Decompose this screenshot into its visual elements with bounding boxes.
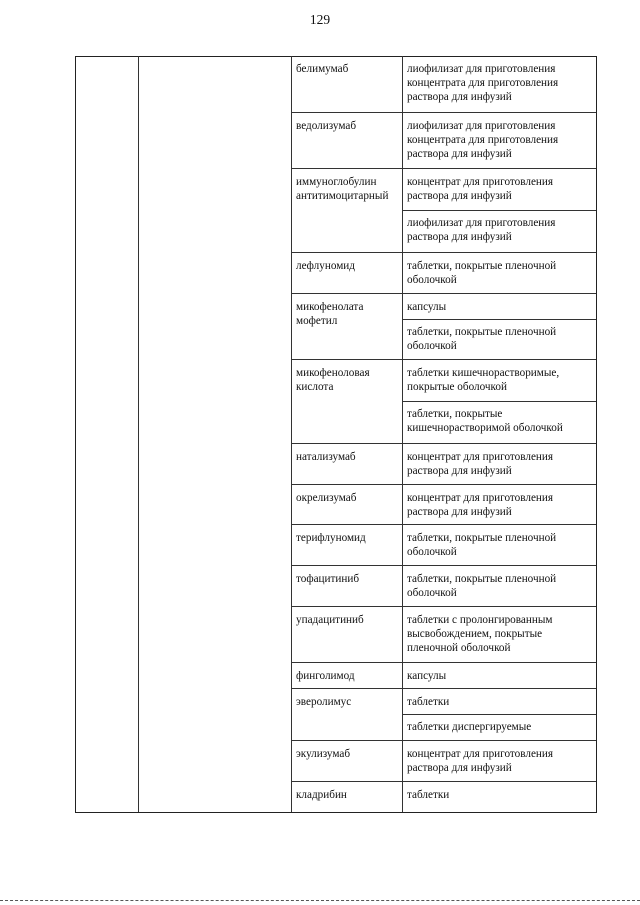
table-row [291, 525, 596, 566]
drug-name: кладрибин [296, 789, 347, 801]
drug-name: экулизумаб [296, 748, 351, 760]
drug-name: микофенолата мофетил [296, 301, 364, 327]
form-separator [402, 210, 596, 211]
table-row [291, 253, 596, 294]
table-row [291, 689, 596, 741]
drug-name: белимумаб [296, 63, 349, 75]
table-row [291, 113, 596, 169]
page-bottom-rule [0, 900, 640, 901]
drug-table [75, 56, 597, 813]
table-row [291, 782, 596, 813]
drug-name: микофеноловая кислота [296, 367, 370, 393]
drug-name: ведолизумаб [296, 120, 357, 132]
dosage-form: таблетки [407, 789, 450, 801]
dosage-form: таблетки, покрытые пленочной оболочкой [407, 326, 557, 352]
dosage-form: концентрат для приготовления раствора для инфузий [407, 748, 554, 774]
table-rows [291, 56, 596, 812]
table-row [291, 169, 596, 253]
drug-name: окрелизумаб [296, 492, 357, 504]
table-row [291, 360, 596, 444]
form-separator [402, 714, 596, 715]
dosage-form: лиофилизат для приготовления концентрата для приготовления раствора для инфузий [407, 120, 559, 160]
dosage-form: капсулы [407, 301, 447, 313]
drug-name: терифлуномид [296, 532, 366, 544]
dosage-form: таблетки диспергируемые [407, 721, 532, 733]
dosage-form: концентрат для приготовления раствора для инфузий [407, 492, 554, 518]
table-row [291, 444, 596, 485]
table-row [291, 56, 596, 113]
dosage-form: концентрат для приготовления раствора для инфузий [407, 176, 554, 202]
drug-name: лефлуномид [296, 260, 355, 272]
dosage-form: таблетки кишечнорастворимые, покрытые оболочкой [407, 367, 560, 393]
dosage-form: таблетки, покрытые пленочной оболочкой [407, 573, 557, 599]
drug-name: финголимод [296, 670, 355, 682]
drug-name: эверолимус [296, 696, 352, 708]
table-row [291, 566, 596, 607]
form-separator [402, 401, 596, 402]
dosage-form: таблетки, покрытые пленочной оболочкой [407, 260, 557, 286]
dosage-form: таблетки с пролонгированным высвобождением, покрытые пленочной оболочкой [407, 614, 553, 654]
table-row [291, 607, 596, 663]
drug-name: тофацитиниб [296, 573, 360, 585]
dosage-form: таблетки, покрытые кишечнорастворимой оболочкой [407, 408, 563, 434]
drug-name: натализумаб [296, 451, 356, 463]
dosage-form: лиофилизат для приготовления раствора для инфузий [407, 217, 556, 243]
table-row [291, 663, 596, 689]
dosage-form: капсулы [407, 670, 447, 682]
dosage-form: таблетки, покрытые пленочной оболочкой [407, 532, 557, 558]
drug-name: иммуноглобулин антитимоцитарный [296, 176, 389, 202]
table-row [291, 294, 596, 360]
form-separator [402, 319, 596, 320]
dosage-form: лиофилизат для приготовления концентрата для приготовления раствора для инфузий [407, 63, 559, 103]
table-row [291, 485, 596, 525]
dosage-form: концентрат для приготовления раствора для инфузий [407, 451, 554, 477]
drug-name: упадацитиниб [296, 614, 364, 626]
column-divider-1 [138, 56, 139, 812]
dosage-form: таблетки [407, 696, 450, 708]
table-row [291, 741, 596, 782]
page-number: 129 [309, 12, 331, 27]
